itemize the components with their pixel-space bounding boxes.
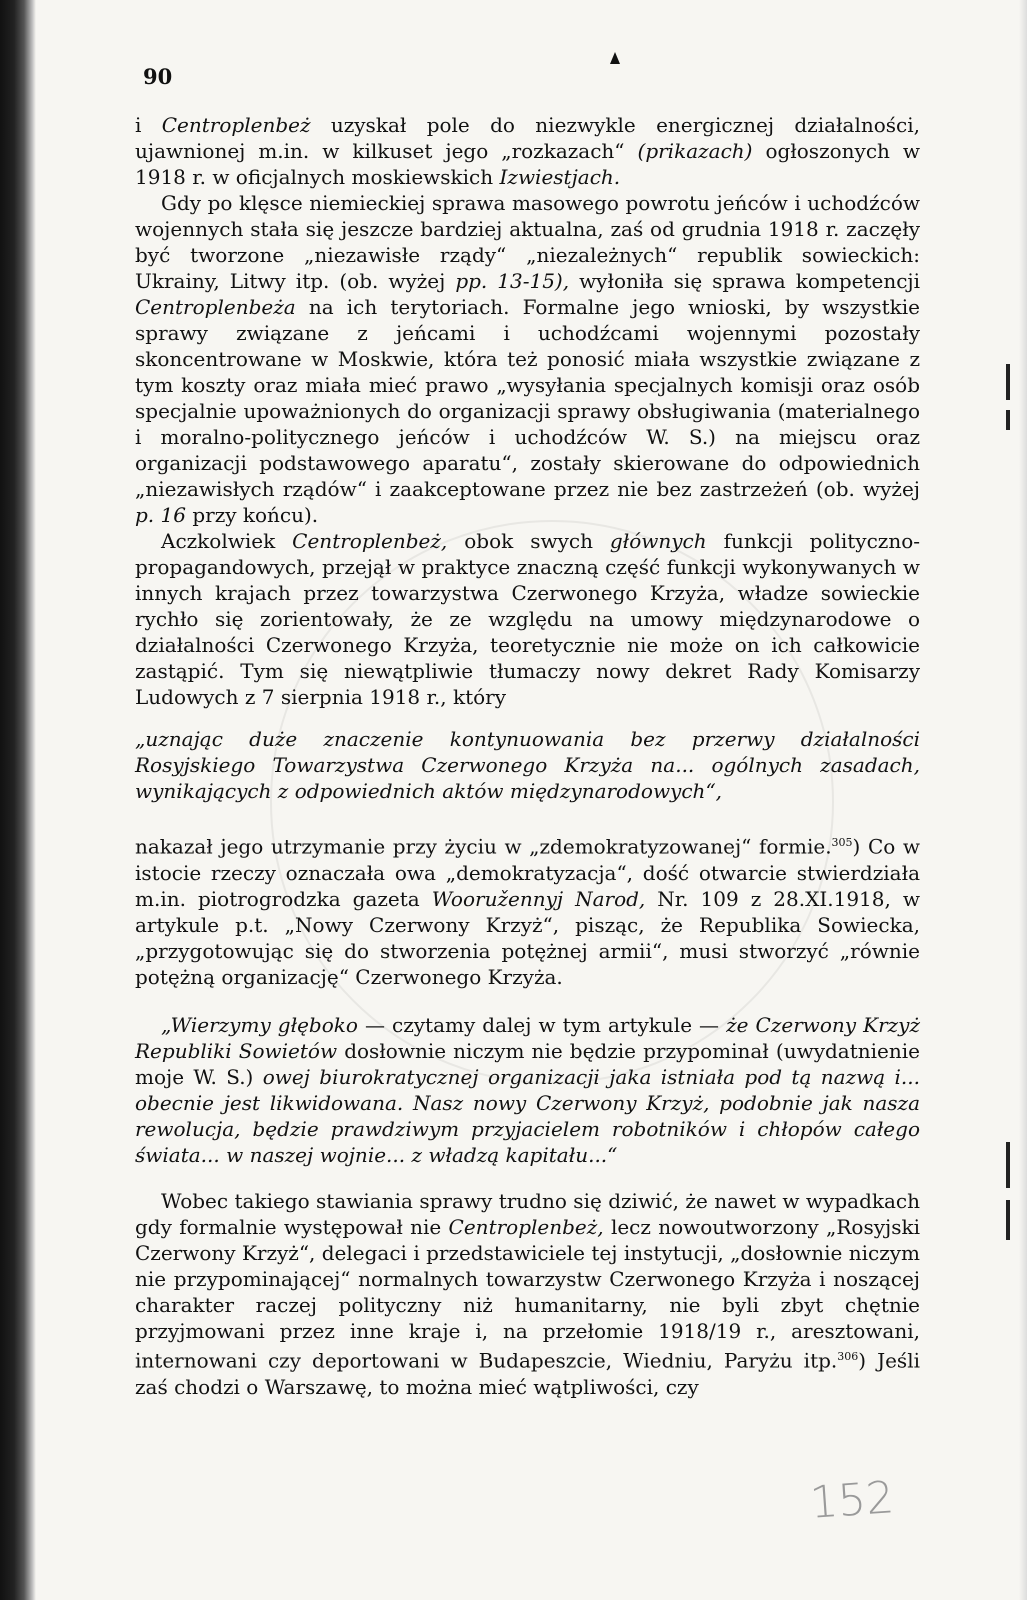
text-run: — czytamy dalej w tym artykule — bbox=[357, 1013, 727, 1037]
margin-mark bbox=[1006, 1142, 1010, 1188]
italic-run: Centroplenbeż, bbox=[292, 529, 448, 553]
text-run: Wobec takiego stawiania sprawy trudno się dziwić, że nawet w wypadkach gdy formalnie występował nie bbox=[135, 1189, 920, 1239]
ink-mark bbox=[610, 52, 620, 64]
italic-run: że Czerwony Krzyż Republiki Sowietów bbox=[135, 1013, 921, 1063]
italic-run: p. 16 bbox=[135, 503, 186, 527]
italic-run: pp. 13-15), bbox=[455, 269, 570, 293]
paragraph-4 bbox=[135, 830, 920, 990]
text-run: nakazał jego utrzymanie przy życiu w „zdemokratyzowanej“ formie. bbox=[135, 834, 832, 859]
text-run: Gdy po klęsce niemieckiej sprawa masowego powrotu jeńców i uchodźców wojennych stała się jeszcze bardziej aktualna, zaś od grudnia 1918 r. zaczęły być tworzone „niezawisłe rządy“ „niezależnych“ republik sowieckich: Ukrainy, Litwy itp. (ob. wyżej bbox=[135, 191, 920, 293]
text-run: przy końcu). bbox=[185, 503, 319, 527]
text-run: Nr. 109 z 28.XI.1918, w artykule p.t. „Nowy Czerwony Krzyż“, pisząc, że Republika Sowiecka, „przygotowując się do stworzenia potężnej armii“, musi stworzyć „równie potężną organizację“ Czerwonego Krzyża. bbox=[135, 886, 920, 989]
text-run: obok swych bbox=[447, 529, 610, 553]
text-run: lecz nowoutworzony „Rosyjski Czerwony Krzyż“, delegaci i przedstawiciele tej instytucji, „dosłownie niczym nie przypominającej“ normalnych towarzystw Czerwonego Krzyża i noszącej charakter raczej polityczny niż humanitarny, nie byli zbyt chętnie przyjmowani przez inne kraje i, na przełomie 1918/19 r., aresztowani, internowani czy deportowani w Budapeszcie, Wiedniu, Paryżu itp. bbox=[135, 1215, 921, 1373]
text-run: funkcji polityczno-propagandowych, przejął w praktyce znaczną część funkcji wykonywanych w innych krajach przez towarzystwa Czerwonego Krzyża, władze sowieckie rychło się zorientowały, że ze względu na umowy międzynarodowe o działalności Czerwonego Krzyża, teoretycznie nie może on ich całkowicie zastąpić. Tym się niewątpliwie tłumaczy nowy dekret Rady Komisarzy Ludowych z 7 sierpnia 1918 r., który bbox=[135, 529, 920, 709]
footnote-ref: 306 bbox=[837, 1350, 859, 1363]
italic-run: głównych bbox=[609, 529, 707, 553]
margin-mark bbox=[1006, 364, 1010, 400]
italic-run: Wooružennyj Narod, bbox=[431, 886, 646, 911]
italic-run: Izwiestjach. bbox=[499, 165, 621, 189]
page-edge bbox=[1019, 0, 1027, 1600]
italic-run: owej biurokratycznej organizacji jaka istniała pod tą nazwą i... obecnie jest likwidowana. Nasz nowy Czerwony Krzyż, podobnie jak nasza rewolucja, będzie prawdziwym przyjacielem robotników i chłopów całego świata... w naszej wojnie... z władzą kapitału...“ bbox=[135, 1065, 920, 1167]
paragraph-5-text bbox=[135, 1188, 920, 1400]
text-run: wyłoniła się sprawa kompetencji bbox=[569, 269, 921, 293]
italic-run: Centroplenbeż, bbox=[448, 1215, 604, 1239]
paragraph-2 bbox=[135, 190, 920, 528]
text-run: i bbox=[135, 113, 162, 137]
quote-text: „uznając duże znaczenie kontynuowania bez przerwy działalności Rosyjskiego Towarzystwa Czerwonego Krzyża na... ogólnych zasadach, wynikających z odpowiednich aktów międzynarodowych“, bbox=[135, 727, 920, 803]
text-run: ) Jeśli zaś chodzi o Warszawę, to można mieć wątpliwości, czy bbox=[135, 1348, 920, 1399]
text-run: na ich terytoriach. Formalne jego wnioski, by wszystkie sprawy związane z jeńcami i uchodźcami wojennymi pozostały skoncentrowane w Moskwie, która też ponosić miała wszystkie związane z tym koszty oraz miała mieć prawo „wysyłania specjalnych komisji oraz osób specjalnie upoważnionych do organizacji sprawy obsługiwania (materialnego i moralno-politycznego jeńców i uchodźców W. S.) na miejscu oraz organizacji podstawowego aparatu“, zostały skierowane do odpowiednich „niezawisłych rządów“ i zaakceptowane przez nie bez zastrzeżeń (ob. wyżej bbox=[135, 295, 920, 501]
italic-run: Centroplenbeża bbox=[135, 295, 296, 319]
italic-run: Centroplenbeż bbox=[161, 113, 311, 137]
text-run: ) Co w istocie rzeczy oznaczała owa „demokratyzacja“, dość otwarcie stwierdziała m.in. piotrogrodzka gazeta bbox=[135, 834, 920, 911]
paragraph-5 bbox=[135, 1188, 920, 1400]
text-run: dosłownie niczym nie będzie przypominał (uwydatnienie moje W. S.) bbox=[135, 1039, 920, 1089]
text-run: uzyskał pole do niezwykle energicznej działalności, ujawnionej m.in. w kilkuset jego „rozkazach“ bbox=[135, 113, 920, 163]
paragraph-1 bbox=[135, 112, 920, 190]
block-quote-1 bbox=[135, 726, 920, 804]
block-quote-2 bbox=[135, 1012, 920, 1168]
paragraph-3 bbox=[135, 528, 920, 710]
margin-mark bbox=[1006, 410, 1010, 430]
italic-run: (prikazach) bbox=[637, 139, 753, 163]
quote-2-text bbox=[135, 1012, 920, 1168]
book-binding-shadow bbox=[0, 0, 36, 1600]
margin-mark bbox=[1006, 1200, 1010, 1240]
page-number: 90 bbox=[143, 64, 173, 89]
italic-run: „Wierzymy głęboko bbox=[161, 1013, 358, 1037]
text-run: ogłoszonych w 1918 r. w oficjalnych moskiewskich bbox=[135, 139, 921, 189]
text-run: Aczkolwiek bbox=[161, 529, 293, 553]
body-text-top bbox=[135, 112, 920, 710]
footnote-ref: 305 bbox=[831, 836, 853, 849]
paragraph-4-text bbox=[135, 830, 920, 990]
handwritten-folio: 152 bbox=[808, 1472, 896, 1529]
